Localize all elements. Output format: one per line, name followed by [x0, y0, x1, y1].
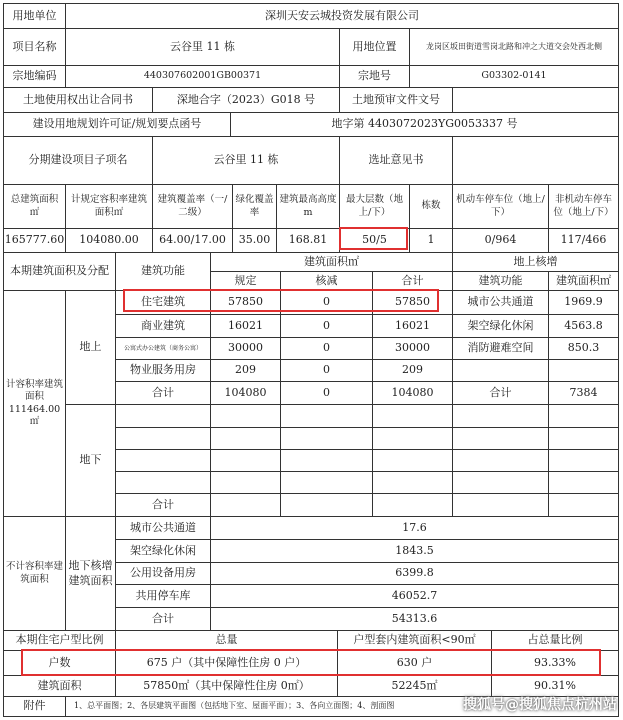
below-subtotal-cell [453, 494, 549, 517]
watermark-text: 搜狐号@搜狐焦点杭州站 [463, 697, 617, 713]
total-area-value: 165777.60 [3, 229, 66, 253]
households-label: 户数 [3, 651, 116, 676]
nc-func-equipment: 公用设备用房 [116, 563, 211, 585]
add-func-elevated-green: 架空绿化休闲 [453, 315, 549, 338]
building-count-header: 栋数 [410, 185, 453, 229]
parcel-code-label: 宗地编码 [3, 66, 66, 88]
below-row-4-cell [453, 472, 549, 494]
area-sub-regulated: 规定 [211, 272, 281, 291]
green-ratio-header: 绿化覆盖率 [233, 185, 277, 229]
below-subtotal-cell [281, 494, 373, 517]
households-total: 675 户（其中保障性住房 0 户） [116, 651, 338, 676]
office-regulated: 30000 [211, 338, 281, 360]
attachment-label: 附件 [3, 697, 66, 717]
land-contract-value: 深地合字（2023）G018 号 [153, 88, 340, 113]
below-row-3-cell [373, 450, 453, 472]
below-row-4-func [116, 472, 211, 494]
func-above-subtotal: 合计 [116, 382, 211, 405]
sub-project-value: 云谷里 11 栋 [153, 137, 340, 185]
sub-project-label: 分期建设项目子项名 [3, 137, 153, 185]
ratio-area-inner: 52245㎡ [338, 676, 492, 697]
ratio-title: 本期住宅户型比例 [3, 631, 116, 651]
allocation-section-label: 本期建筑面积及分配 [3, 253, 116, 291]
below-row-3-cell [281, 450, 373, 472]
ratio-pct-header: 占总量比例 [492, 631, 619, 651]
func-office-apartment: 公寓式办公建筑（商务公寓） [116, 338, 211, 360]
add-val-empty [549, 360, 619, 382]
attachment-text: 1、总平面图；2、各层建筑平面图（包括地下室、屋面平面）；3、各向立面图；4、剖面图 [66, 697, 619, 717]
land-contract-label: 土地使用权出让合同书 [3, 88, 153, 113]
below-row-1-cell [549, 405, 619, 428]
nc-val-subtotal: 54313.6 [211, 608, 619, 631]
far-area-value: 104080.00 [66, 229, 153, 253]
below-row-2-cell [373, 428, 453, 450]
planning-permit-value: 地字第 4403072023YG0053337 号 [231, 113, 619, 137]
add-val-refuge: 850.3 [549, 338, 619, 360]
below-row-4-cell [211, 472, 281, 494]
func-below-subtotal: 合计 [116, 494, 211, 517]
area-sub-deducted: 核减 [281, 272, 373, 291]
below-row-4-cell [549, 472, 619, 494]
nc-func-garage: 共用停车库 [116, 585, 211, 608]
below-row-3-cell [211, 450, 281, 472]
below-row-2-cell [549, 428, 619, 450]
above-subtotal-regulated: 104080 [211, 382, 281, 405]
add-func-public-passage: 城市公共通道 [453, 291, 549, 315]
site-opinion-value [453, 137, 619, 185]
parcel-number-value: G03302-0141 [410, 66, 619, 88]
land-unit-value: 深圳天安云城投资发展有限公司 [66, 3, 619, 29]
residential-deducted: 0 [281, 291, 373, 315]
max-floors-header: 最大层数（地上/下） [340, 185, 410, 229]
bike-parking-value: 117/466 [549, 229, 619, 253]
below-row-1-cell [453, 405, 549, 428]
add-val-subtotal: 7384 [549, 382, 619, 405]
below-row-3-cell [453, 450, 549, 472]
planning-permit-label: 建设用地规划许可证/规划要点函号 [3, 113, 231, 137]
add-val-public-passage: 1969.9 [549, 291, 619, 315]
building-count-value: 1 [410, 229, 453, 253]
nc-val-equipment: 6399.8 [211, 563, 619, 585]
far-area-side-label: 计容积率建筑面积 111464.00㎡ [3, 291, 66, 517]
below-subtotal-cell [549, 494, 619, 517]
below-row-3-cell [549, 450, 619, 472]
max-height-value: 168.81 [277, 229, 340, 253]
pre-approval-value [453, 88, 619, 113]
add-val-elevated-green: 4563.8 [549, 315, 619, 338]
car-parking-header: 机动车停车位（地上/下） [453, 185, 549, 229]
add-func-subtotal: 合计 [453, 382, 549, 405]
households-inner: 630 户 [338, 651, 492, 676]
underground-add-label: 地下核增建筑面积 [66, 517, 116, 631]
far-area-header: 计规定容积率建筑面积㎡ [66, 185, 153, 229]
property-regulated: 209 [211, 360, 281, 382]
max-height-header: 建筑最高高度 m [277, 185, 340, 229]
above-subtotal-deducted: 0 [281, 382, 373, 405]
above-subtotal-total: 104080 [373, 382, 453, 405]
residential-regulated: 57850 [211, 291, 281, 315]
office-total: 30000 [373, 338, 453, 360]
land-location-value: 龙岗区坂田街道雪岗北路和冲之大道交会处西北侧 [410, 29, 619, 66]
property-deducted: 0 [281, 360, 373, 382]
nc-val-garage: 46052.7 [211, 585, 619, 608]
above-add-function-header: 建筑功能 [453, 272, 549, 291]
total-area-header: 总建筑面积 ㎡ [3, 185, 66, 229]
nc-func-elevated-green: 架空绿化休闲 [116, 540, 211, 563]
below-row-4-cell [373, 472, 453, 494]
max-floors-value: 50/5 [340, 229, 410, 253]
land-location-label: 用地位置 [340, 29, 410, 66]
ratio-area-pct: 90.31% [492, 676, 619, 697]
below-subtotal-cell [373, 494, 453, 517]
func-property-service: 物业服务用房 [116, 360, 211, 382]
ratio-total-header: 总量 [116, 631, 338, 651]
add-func-empty [453, 360, 549, 382]
below-row-2-func [116, 428, 211, 450]
below-row-1-cell [373, 405, 453, 428]
below-row-1-cell [211, 405, 281, 428]
func-residential: 住宅建筑 [116, 291, 211, 315]
residential-total: 57850 [373, 291, 453, 315]
land-unit-label: 用地单位 [3, 3, 66, 29]
below-row-1-cell [281, 405, 373, 428]
households-pct: 93.33% [492, 651, 619, 676]
ratio-area-label: 建筑面积 [3, 676, 116, 697]
nc-val-public-passage: 17.6 [211, 517, 619, 540]
ratio-area-total: 57850㎡（其中保障性住房 0㎡） [116, 676, 338, 697]
ratio-inner-header: 户型套内建筑面积<90㎡ [338, 631, 492, 651]
below-row-2-cell [453, 428, 549, 450]
add-func-refuge: 消防避难空间 [453, 338, 549, 360]
project-name-value: 云谷里 11 栋 [66, 29, 340, 66]
below-row-3-func [116, 450, 211, 472]
commercial-total: 16021 [373, 315, 453, 338]
above-ground-label: 地上 [66, 291, 116, 405]
below-row-2-cell [211, 428, 281, 450]
below-ground-label: 地下 [66, 405, 116, 517]
green-ratio-value: 35.00 [233, 229, 277, 253]
parcel-number-label: 宗地号 [340, 66, 410, 88]
property-total: 209 [373, 360, 453, 382]
non-far-area-label: 不计容积率建筑面积 [3, 517, 66, 631]
below-row-4-cell [281, 472, 373, 494]
parcel-code-value: 440307602001GB00371 [66, 66, 340, 88]
project-name-label: 项目名称 [3, 29, 66, 66]
bike-parking-header: 非机动车停车位（地上/下） [549, 185, 619, 229]
office-deducted: 0 [281, 338, 373, 360]
commercial-deducted: 0 [281, 315, 373, 338]
car-parking-value: 0/964 [453, 229, 549, 253]
nc-func-subtotal: 合计 [116, 608, 211, 631]
site-opinion-label: 选址意见书 [340, 137, 453, 185]
below-subtotal-cell [211, 494, 281, 517]
above-add-area-header: 建筑面积㎡ [549, 272, 619, 291]
coverage-header: 建筑覆盖率（一/二级） [153, 185, 233, 229]
area-sub-total: 合计 [373, 272, 453, 291]
func-commercial: 商业建筑 [116, 315, 211, 338]
function-header: 建筑功能 [116, 253, 211, 291]
land-use-planning-form [3, 3, 619, 717]
above-add-header: 地上核增 [453, 253, 619, 272]
coverage-value: 64.00/17.00 [153, 229, 233, 253]
area-header: 建筑面积㎡ [211, 253, 453, 272]
below-row-2-cell [281, 428, 373, 450]
pre-approval-label: 土地预审文件文号 [340, 88, 453, 113]
nc-val-elevated-green: 1843.5 [211, 540, 619, 563]
below-row-1-func [116, 405, 211, 428]
commercial-regulated: 16021 [211, 315, 281, 338]
nc-func-public-passage: 城市公共通道 [116, 517, 211, 540]
